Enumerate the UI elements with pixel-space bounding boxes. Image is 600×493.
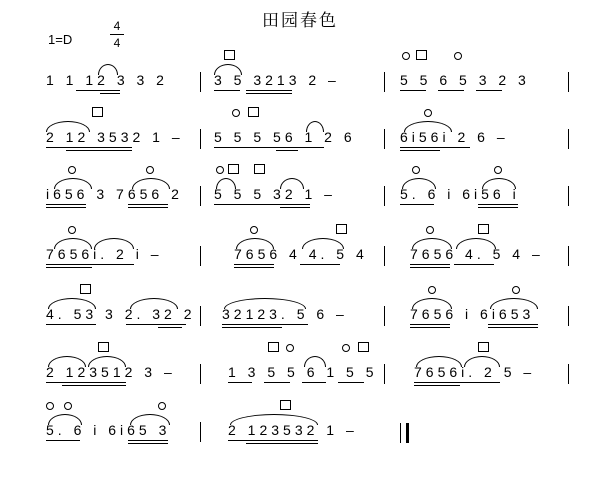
harmonic-circle bbox=[494, 166, 502, 174]
measure-notes: i656 3 7656 2 bbox=[46, 186, 183, 202]
harmonic-circle bbox=[402, 52, 410, 60]
slur bbox=[132, 178, 170, 189]
underline bbox=[234, 267, 274, 268]
measure-notes: 32123. 5 6 – bbox=[222, 306, 348, 322]
underline bbox=[410, 267, 450, 268]
barline bbox=[568, 72, 569, 92]
measure-notes: 2 123532 1 – bbox=[228, 422, 358, 438]
fingering-four-mark bbox=[268, 342, 279, 352]
underline bbox=[126, 324, 186, 325]
measure bbox=[404, 284, 568, 334]
barline bbox=[568, 129, 569, 149]
underline bbox=[46, 324, 96, 325]
fingering-four-mark bbox=[248, 107, 259, 117]
harmonic-circle bbox=[68, 226, 76, 234]
measure bbox=[228, 224, 378, 274]
slur bbox=[88, 356, 126, 367]
measure-notes: 7656i. 2 i – bbox=[46, 246, 163, 262]
meter-divider bbox=[110, 34, 124, 35]
measure bbox=[404, 224, 568, 274]
underline bbox=[234, 264, 274, 265]
staff-row bbox=[40, 107, 568, 157]
underline bbox=[414, 385, 460, 386]
slur bbox=[236, 238, 274, 249]
underline bbox=[400, 90, 426, 91]
underline bbox=[410, 264, 450, 265]
measure bbox=[216, 284, 378, 334]
measure-notes: 6i56i 2 6 – bbox=[400, 129, 509, 145]
measure-notes: 7656 i 6i653 bbox=[410, 306, 535, 322]
measure-notes: 5 5 6 5 3 2 3 bbox=[400, 72, 530, 88]
time-signature bbox=[106, 19, 128, 50]
measure bbox=[40, 400, 200, 450]
underline bbox=[128, 443, 168, 444]
measure-notes: 5. 6 i 6i56 i bbox=[400, 186, 520, 202]
underline bbox=[46, 147, 132, 148]
slur bbox=[46, 121, 90, 132]
fingering-four-mark bbox=[228, 164, 239, 174]
final-double-barline bbox=[400, 423, 409, 443]
underline bbox=[300, 264, 340, 265]
underline bbox=[76, 90, 120, 91]
barline bbox=[568, 364, 569, 384]
harmonic-circle bbox=[46, 402, 54, 410]
slur bbox=[456, 238, 496, 249]
staff-row bbox=[40, 224, 568, 274]
barline bbox=[384, 129, 385, 149]
measure bbox=[394, 107, 568, 157]
slur bbox=[54, 178, 92, 189]
slur bbox=[98, 64, 118, 75]
slur bbox=[412, 238, 452, 249]
slur bbox=[302, 238, 344, 249]
underline bbox=[46, 382, 126, 383]
slur bbox=[214, 64, 242, 75]
underline bbox=[128, 204, 168, 205]
harmonic-circle bbox=[454, 52, 462, 60]
underline bbox=[438, 90, 464, 91]
barline bbox=[200, 306, 201, 326]
underline bbox=[46, 267, 92, 268]
harmonic-circle bbox=[342, 344, 350, 352]
slur bbox=[48, 298, 96, 309]
measure bbox=[408, 342, 568, 392]
underline bbox=[400, 147, 470, 148]
slur bbox=[304, 356, 326, 367]
measure-notes: 2 123512 3 – bbox=[46, 364, 176, 380]
underline bbox=[158, 327, 182, 328]
barline bbox=[384, 246, 385, 266]
measure-notes: 5. 6 i 6i65 3 bbox=[46, 422, 171, 438]
staff-row bbox=[40, 164, 568, 214]
slur bbox=[402, 178, 436, 189]
underline bbox=[246, 90, 292, 91]
underline bbox=[128, 207, 168, 208]
underline bbox=[128, 440, 168, 441]
barline bbox=[200, 129, 201, 149]
fingering-four-mark bbox=[478, 342, 489, 352]
underline bbox=[264, 382, 290, 383]
underline bbox=[280, 207, 310, 208]
underline bbox=[476, 90, 502, 91]
underline bbox=[488, 327, 538, 328]
underline bbox=[478, 207, 518, 208]
harmonic-circle bbox=[250, 226, 258, 234]
barline bbox=[384, 186, 385, 206]
harmonic-circle bbox=[412, 166, 420, 174]
underline bbox=[410, 327, 450, 328]
underline bbox=[62, 385, 126, 386]
measure bbox=[222, 342, 378, 392]
fingering-four-mark bbox=[478, 224, 489, 234]
score-title: 田园春色 bbox=[262, 11, 338, 31]
fingering-four-mark bbox=[254, 164, 265, 174]
barline bbox=[200, 422, 201, 442]
measure-notes: 2 12 3532 1 – bbox=[46, 129, 184, 145]
staff-row bbox=[40, 342, 568, 392]
underline bbox=[338, 382, 364, 383]
harmonic-circle bbox=[146, 166, 154, 174]
meter-top: 4 bbox=[113, 19, 121, 33]
slur bbox=[416, 356, 462, 367]
fingering-four-mark bbox=[92, 107, 103, 117]
measure bbox=[208, 107, 378, 157]
underline bbox=[478, 204, 518, 205]
measure-notes: 7656i. 2 5 – bbox=[414, 364, 536, 380]
slur bbox=[490, 298, 538, 309]
slur bbox=[280, 178, 304, 189]
underline bbox=[454, 264, 494, 265]
staff-row bbox=[40, 284, 568, 334]
underline bbox=[46, 204, 86, 205]
measure-notes: 3 5 3213 2 – bbox=[214, 72, 340, 88]
underline bbox=[228, 440, 318, 441]
underline bbox=[414, 382, 500, 383]
underline bbox=[246, 443, 318, 444]
underline bbox=[100, 93, 120, 94]
measure-notes: 5 5 5 32 1 – bbox=[214, 186, 336, 202]
harmonic-circle bbox=[64, 402, 72, 410]
barline bbox=[384, 364, 385, 384]
underline bbox=[222, 327, 282, 328]
measure bbox=[40, 224, 200, 274]
underline bbox=[214, 204, 310, 205]
measure bbox=[40, 284, 200, 334]
barline bbox=[200, 364, 201, 384]
measure bbox=[394, 50, 568, 100]
barline bbox=[200, 186, 201, 206]
slur bbox=[48, 414, 82, 425]
slur bbox=[130, 414, 170, 425]
underline bbox=[228, 382, 252, 383]
slur bbox=[224, 298, 306, 309]
barline bbox=[568, 186, 569, 206]
underline bbox=[222, 324, 308, 325]
slur bbox=[54, 238, 92, 249]
barline bbox=[568, 246, 569, 266]
barline bbox=[200, 72, 201, 92]
slur bbox=[48, 356, 86, 367]
slur bbox=[230, 414, 318, 425]
barline bbox=[384, 306, 385, 326]
measure-notes: 7656 4 4. 5 4 bbox=[234, 246, 368, 262]
underline bbox=[276, 150, 298, 151]
underline bbox=[302, 382, 326, 383]
fingering-four-mark bbox=[224, 50, 235, 60]
harmonic-circle bbox=[158, 402, 166, 410]
measure bbox=[394, 164, 568, 214]
meter-bottom: 4 bbox=[113, 36, 121, 50]
harmonic-circle bbox=[286, 344, 294, 352]
slur bbox=[464, 356, 500, 367]
measure bbox=[208, 50, 378, 100]
fingering-four-mark bbox=[416, 50, 427, 60]
measure bbox=[222, 400, 402, 450]
slur bbox=[94, 238, 134, 249]
slur bbox=[216, 178, 236, 189]
barline bbox=[384, 72, 385, 92]
measure bbox=[208, 164, 378, 214]
harmonic-circle bbox=[424, 109, 432, 117]
fingering-four-mark bbox=[280, 400, 291, 410]
measure-notes: 1 3 5 5 6 1 5 5 bbox=[228, 364, 378, 380]
harmonic-circle bbox=[428, 286, 436, 294]
fingering-four-mark bbox=[98, 342, 109, 352]
measure bbox=[40, 107, 200, 157]
slur bbox=[306, 121, 324, 132]
fingering-four-mark bbox=[80, 284, 91, 294]
underline bbox=[400, 150, 440, 151]
slur bbox=[482, 178, 516, 189]
fingering-four-mark bbox=[336, 224, 347, 234]
harmonic-circle bbox=[512, 286, 520, 294]
barline bbox=[568, 306, 569, 326]
underline bbox=[66, 150, 132, 151]
slur bbox=[130, 298, 178, 309]
underline bbox=[46, 440, 80, 441]
staff-row bbox=[40, 400, 568, 450]
slur bbox=[412, 298, 452, 309]
measure-notes: 1 1 12 3 3 2 bbox=[46, 72, 168, 88]
key-signature: 1=D bbox=[48, 32, 73, 47]
measure bbox=[40, 50, 200, 100]
measure bbox=[40, 164, 200, 214]
underline bbox=[46, 264, 134, 265]
underline bbox=[214, 90, 240, 91]
slur bbox=[404, 121, 452, 132]
harmonic-circle bbox=[426, 226, 434, 234]
underline bbox=[488, 324, 538, 325]
barline bbox=[200, 246, 201, 266]
underline bbox=[214, 147, 324, 148]
measure-notes: 5 5 5 56 1 2 6 bbox=[214, 129, 356, 145]
measure bbox=[40, 342, 200, 392]
measure-notes: 4. 53 3 2. 32 2 bbox=[46, 306, 196, 322]
harmonic-circle bbox=[232, 109, 240, 117]
underline bbox=[400, 204, 434, 205]
measure-notes: 7656 4. 5 4 – bbox=[410, 246, 544, 262]
underline bbox=[246, 93, 292, 94]
harmonic-circle bbox=[216, 166, 224, 174]
harmonic-circle bbox=[68, 166, 76, 174]
underline bbox=[46, 207, 86, 208]
fingering-four-mark bbox=[358, 342, 369, 352]
underline bbox=[410, 324, 450, 325]
staff-row bbox=[40, 50, 568, 100]
